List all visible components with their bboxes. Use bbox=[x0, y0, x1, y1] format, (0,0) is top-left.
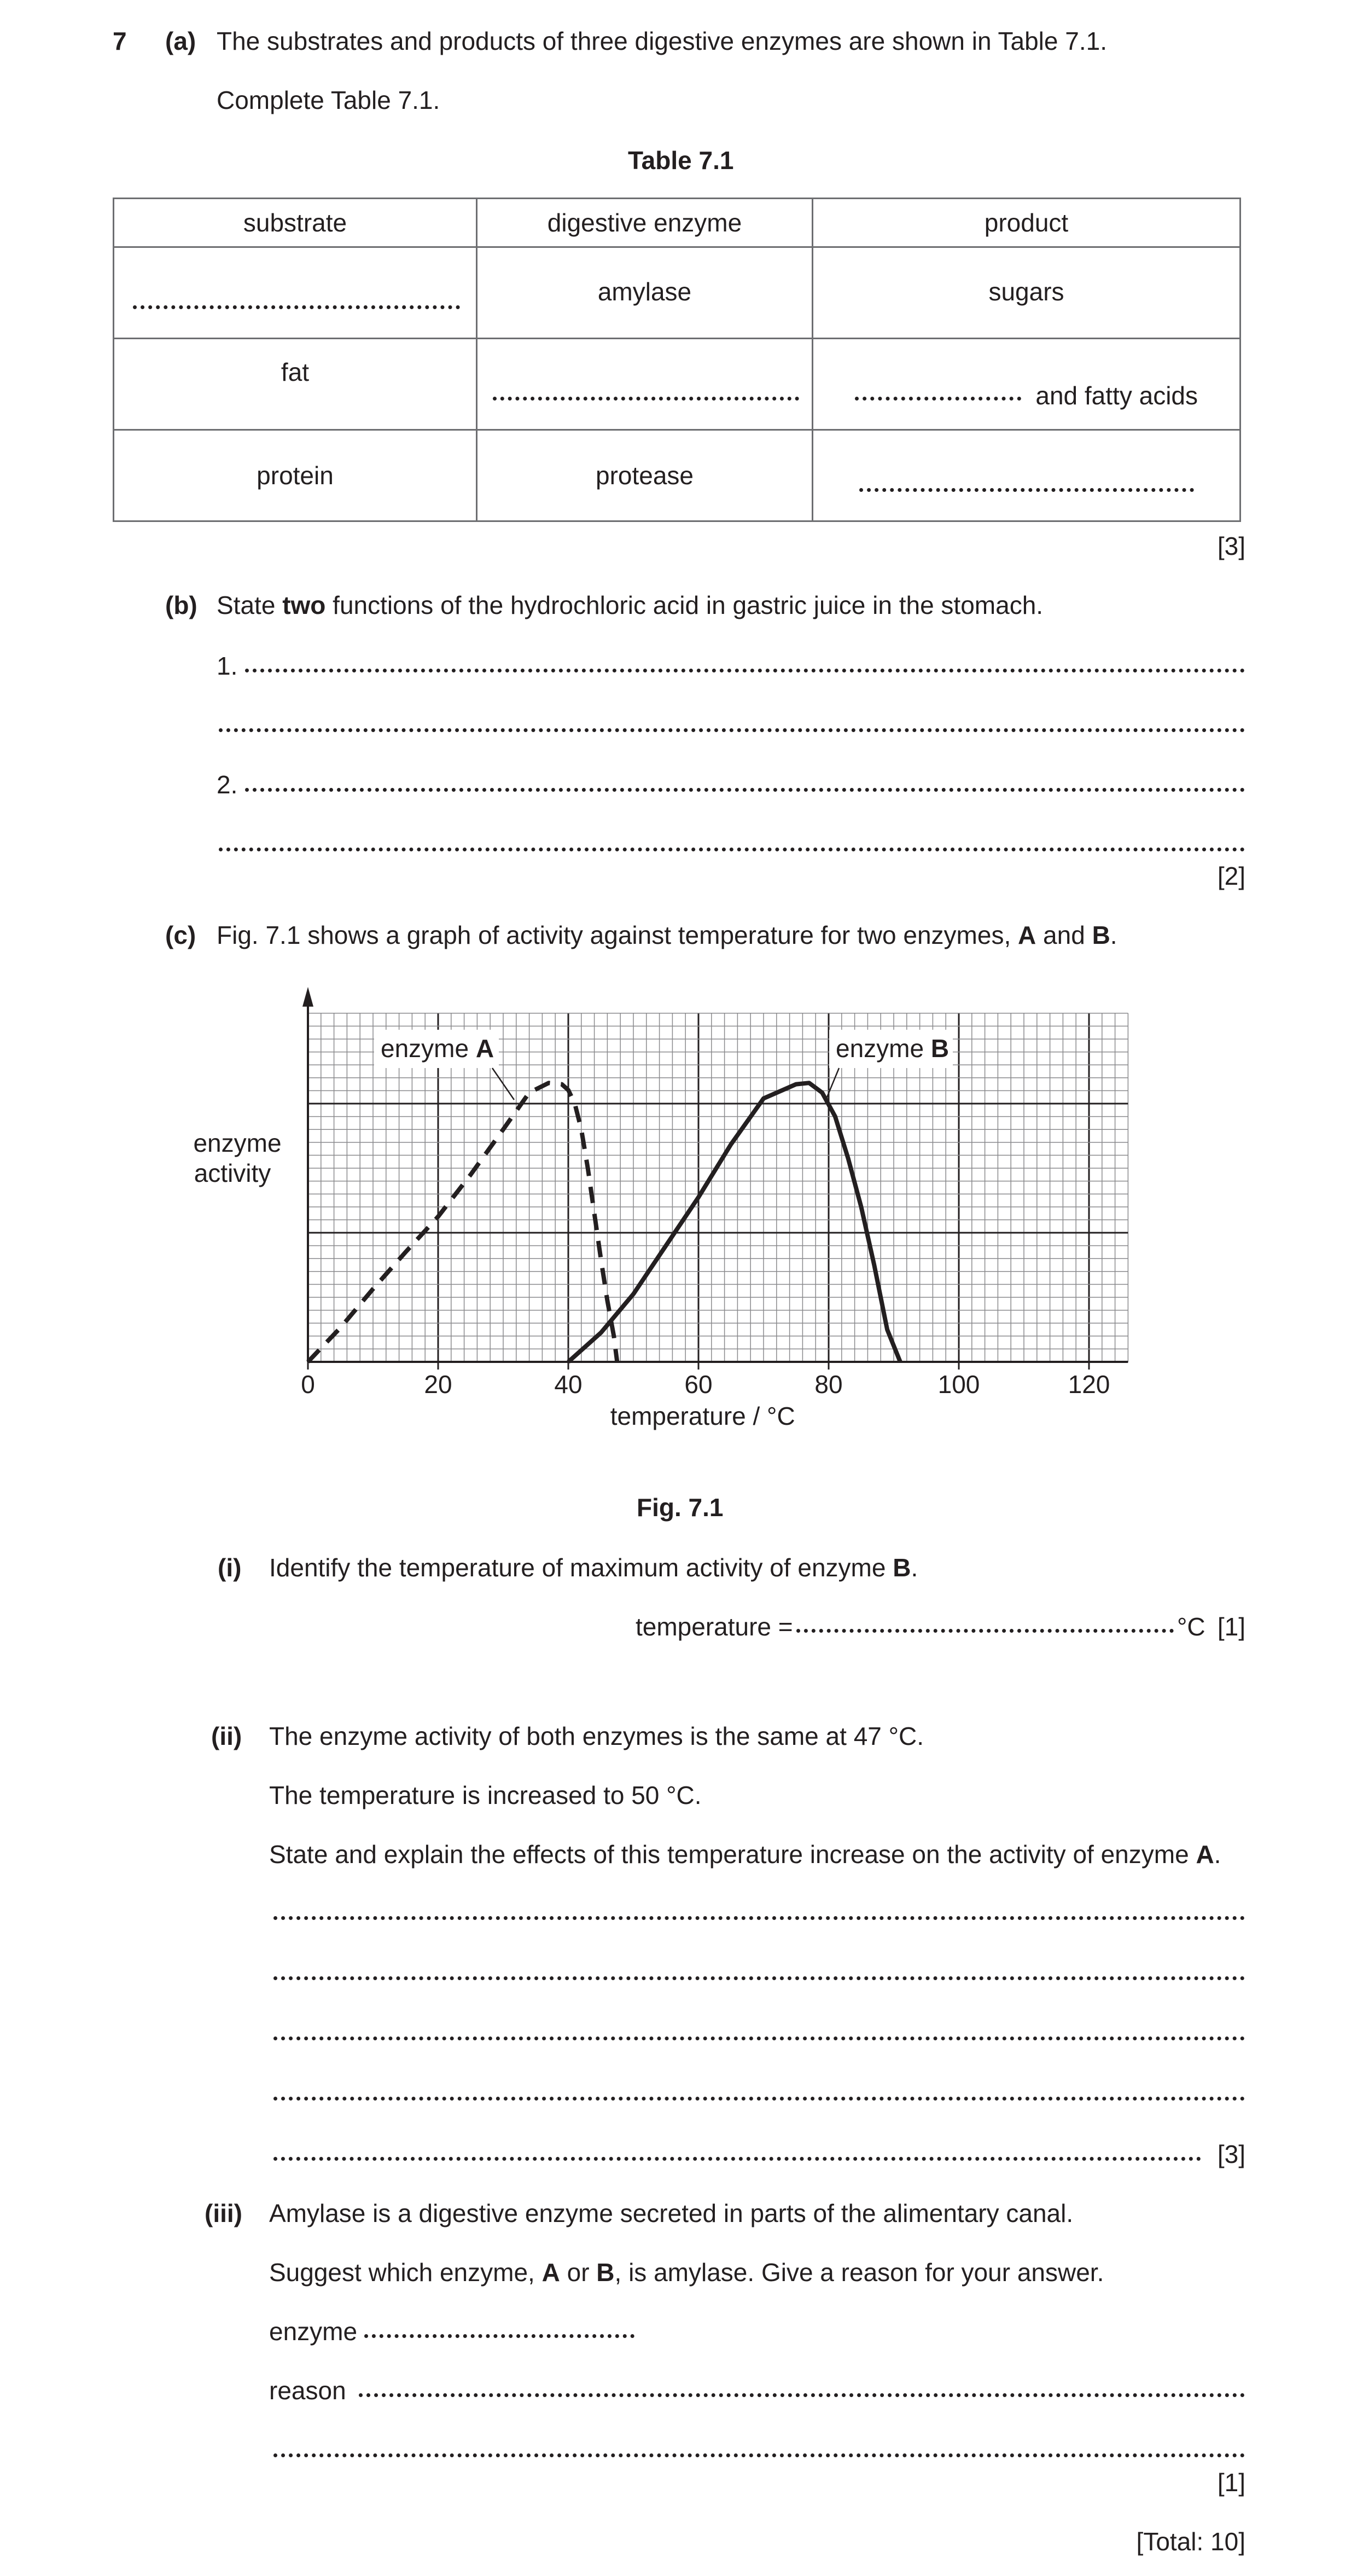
sub-iii-text-rest: , is amylase. Give a reason for your answer. bbox=[614, 2258, 1104, 2287]
substrate-fat: fat bbox=[281, 358, 310, 386]
enzyme-amylase: amylase bbox=[597, 277, 692, 306]
sub-ii-text: State and explain the effects of this temperature increase on the activity of enzyme bbox=[269, 1840, 1196, 1869]
temperature-answer-label: temperature = bbox=[636, 1612, 793, 1641]
answer-line[interactable] bbox=[273, 2453, 1245, 2457]
part-a-marks: [3] bbox=[1217, 532, 1245, 560]
enzyme-b-label: enzyme B bbox=[836, 1034, 950, 1063]
sub-ii-period: . bbox=[1214, 1840, 1221, 1869]
y-axis-label-line2: activity bbox=[194, 1159, 271, 1187]
x-tick-label: 40 bbox=[554, 1370, 583, 1399]
sub-iii-bold-b: B bbox=[596, 2258, 615, 2287]
enzyme-protease: protease bbox=[595, 461, 694, 490]
sub-ii-line3 bbox=[269, 1842, 1221, 1867]
answer-line[interactable] bbox=[273, 1916, 1245, 1920]
sub-i-question bbox=[269, 1555, 918, 1580]
total-marks: [Total: 10] bbox=[1136, 2527, 1245, 2556]
part-b-text-rest: functions of the hydrochloric acid in gastric juice in the stomach. bbox=[325, 591, 1044, 619]
x-tick-label: 0 bbox=[301, 1370, 315, 1399]
part-a-intro: The substrates and products of three digestive enzymes are shown in Table 7.1. bbox=[217, 27, 1107, 55]
part-b-marks: [2] bbox=[1217, 862, 1245, 890]
answer-line[interactable] bbox=[273, 2037, 1245, 2040]
sub-i-marks: [1] bbox=[1217, 1612, 1245, 1641]
part-a-instruction: Complete Table 7.1. bbox=[217, 86, 440, 114]
enzyme-a-curve bbox=[308, 1083, 617, 1362]
sub-i-label: (i) bbox=[218, 1553, 242, 1582]
sub-ii-bold: A bbox=[1196, 1840, 1214, 1869]
x-tick-label: 60 bbox=[684, 1370, 713, 1399]
x-tick-label: 80 bbox=[814, 1370, 843, 1399]
sub-ii-line1: The enzyme activity of both enzymes is the same at 47 °C. bbox=[269, 1722, 924, 1750]
reason-answer-line[interactable] bbox=[359, 2393, 1245, 2397]
sub-iii-line1: Amylase is a digestive enzyme secreted in parts of the alimentary canal. bbox=[269, 2199, 1074, 2227]
part-c-period: . bbox=[1110, 921, 1117, 949]
enzyme-a-label: enzyme A bbox=[381, 1034, 494, 1063]
sub-ii-label: (ii) bbox=[211, 1722, 242, 1750]
header-product: product bbox=[813, 199, 1240, 247]
enzyme-answer-label: enzyme bbox=[269, 2317, 358, 2346]
y-axis-label-line1: enzyme bbox=[193, 1129, 282, 1157]
graph-labels bbox=[193, 1030, 1110, 1430]
part-b-text: State bbox=[217, 591, 283, 619]
substrate-protein: protein bbox=[257, 461, 334, 490]
sub-i-text: Identify the temperature of maximum activity of enzyme bbox=[269, 1553, 893, 1582]
part-b-bold: two bbox=[282, 591, 326, 619]
part-a-label: (a) bbox=[165, 27, 196, 55]
product-fatty-acids: and fatty acids bbox=[1035, 381, 1198, 410]
sub-iii-or: or bbox=[560, 2258, 597, 2287]
part-c-label: (c) bbox=[165, 921, 196, 949]
answer-2-label: 2. bbox=[217, 770, 238, 799]
sub-iii-marks: [1] bbox=[1217, 2468, 1245, 2497]
sub-ii-marks: [3] bbox=[1217, 2140, 1245, 2168]
enzyme-b-curve bbox=[568, 1083, 900, 1362]
graph-curves bbox=[308, 1083, 900, 1362]
x-tick-label: 20 bbox=[424, 1370, 452, 1399]
part-c-text: Fig. 7.1 shows a graph of activity against temperature for two enzymes, bbox=[217, 921, 1018, 949]
x-tick-label: 120 bbox=[1068, 1370, 1110, 1399]
temperature-answer-line[interactable] bbox=[796, 1629, 1174, 1633]
sub-i-bold: B bbox=[893, 1553, 911, 1582]
enzyme-a-ref: A bbox=[1018, 921, 1036, 949]
sub-iii-bold-a: A bbox=[541, 2258, 560, 2287]
part-b-label: (b) bbox=[165, 591, 197, 619]
enzyme-answer-line[interactable] bbox=[364, 2334, 634, 2338]
product-sugars: sugars bbox=[988, 277, 1064, 306]
table-title: Table 7.1 bbox=[628, 146, 734, 175]
header-digestive-enzyme: digestive enzyme bbox=[477, 199, 813, 247]
answer-1-label: 1. bbox=[217, 652, 238, 680]
sub-i-period: . bbox=[911, 1553, 918, 1582]
x-axis-label: temperature / °C bbox=[610, 1402, 795, 1430]
sub-ii-line2: The temperature is increased to 50 °C. bbox=[269, 1781, 702, 1809]
enzyme-b-ref: B bbox=[1092, 921, 1110, 949]
answer-line[interactable] bbox=[273, 1976, 1245, 1980]
unit-celsius: °C bbox=[1177, 1612, 1205, 1641]
question-number: 7 bbox=[113, 27, 127, 55]
reason-answer-label: reason bbox=[269, 2376, 346, 2405]
answer-line[interactable] bbox=[273, 2097, 1245, 2101]
y-axis-arrow bbox=[302, 987, 313, 1007]
sub-iii-line2 bbox=[269, 2260, 1104, 2285]
figure-caption: Fig. 7.1 bbox=[637, 1493, 724, 1522]
part-c-and: and bbox=[1036, 921, 1092, 949]
answer-line[interactable] bbox=[273, 2157, 1201, 2161]
x-tick-label: 100 bbox=[937, 1370, 980, 1399]
sub-iii-text: Suggest which enzyme, bbox=[269, 2258, 542, 2287]
sub-iii-label: (iii) bbox=[205, 2199, 242, 2227]
header-substrate: substrate bbox=[114, 199, 477, 247]
